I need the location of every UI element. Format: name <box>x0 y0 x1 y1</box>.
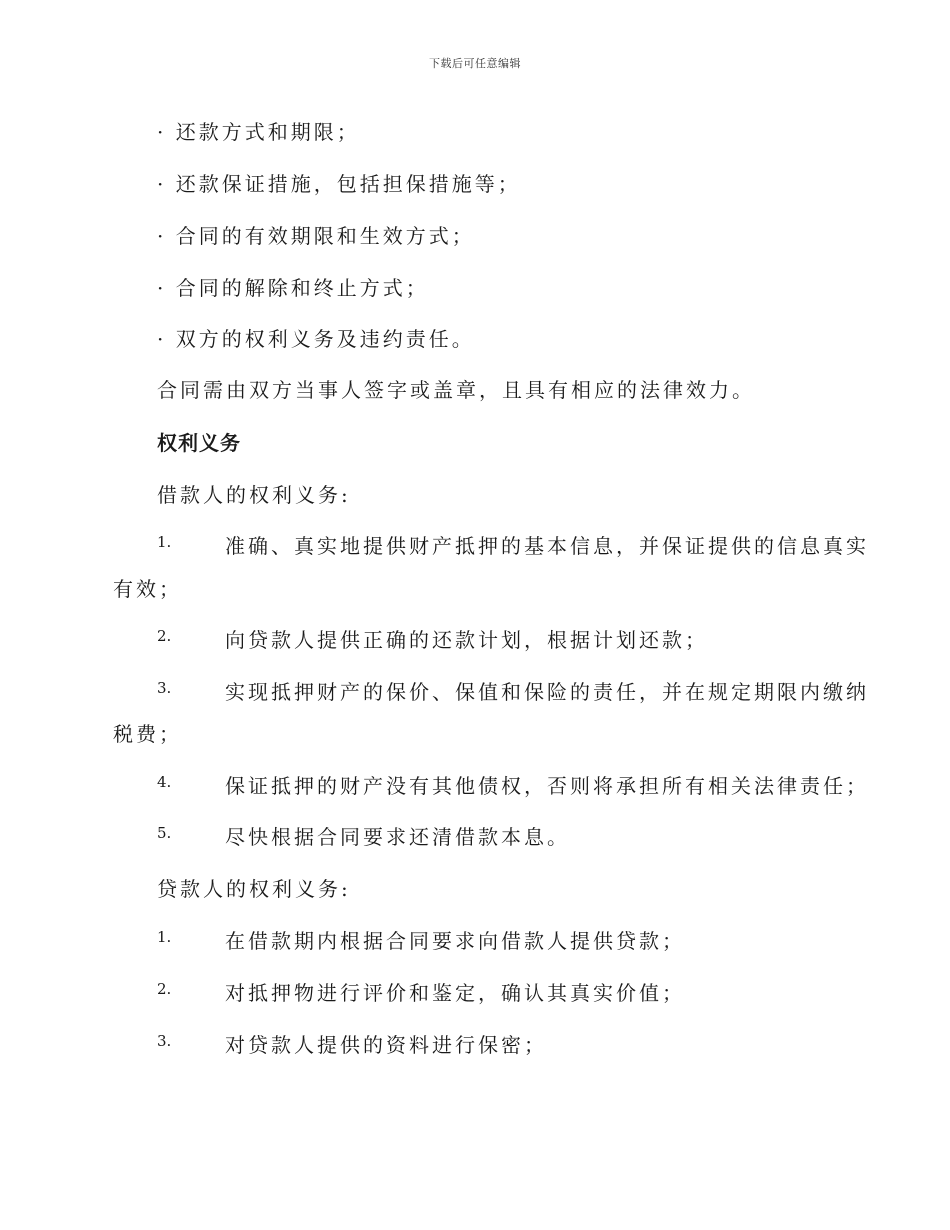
bullet-item: · 合同的有效期限和生效方式； <box>157 224 475 248</box>
borrower-title: 借款人的权利义务: <box>157 483 351 507</box>
list-number: 2. <box>157 980 172 998</box>
bullet-item: · 合同的解除和终止方式； <box>157 276 429 300</box>
list-item-continuation: 税费； <box>113 722 182 746</box>
list-number: 4. <box>157 773 172 791</box>
bullet-item: · 双方的权利义务及违约责任。 <box>157 327 475 351</box>
page-header: 下载后可任意编辑 <box>429 57 521 70</box>
list-number: 5. <box>157 824 172 842</box>
lender-title: 贷款人的权利义务: <box>157 877 351 901</box>
list-number: 2. <box>157 627 172 645</box>
list-item: 尽快根据合同要求还清借款本息。 <box>225 825 570 849</box>
list-item: 向贷款人提供正确的还款计划，根据计划还款； <box>225 628 708 652</box>
list-item: 在借款期内根据合同要求向借款人提供贷款； <box>225 929 685 953</box>
list-number: 3. <box>157 679 172 697</box>
list-number: 3. <box>157 1032 172 1050</box>
list-item: 保证抵押的财产没有其他债权，否则将承担所有相关法律责任； <box>225 774 869 798</box>
list-item: 准确、真实地提供财产抵押的基本信息，并保证提供的信息真实 <box>225 534 869 558</box>
list-number: 1. <box>157 928 172 946</box>
bullet-item: · 还款方式和期限； <box>157 120 360 144</box>
section-title: 权利义务 <box>157 431 241 455</box>
list-item: 实现抵押财产的保价、保值和保险的责任，并在规定期限内缴纳 <box>225 680 869 704</box>
bullet-item: · 还款保证措施，包括担保措施等； <box>157 172 521 196</box>
list-item: 对贷款人提供的资料进行保密； <box>225 1033 547 1057</box>
signing-note: 合同需由双方当事人签字或盖章，且具有相应的法律效力。 <box>157 378 755 402</box>
list-item-continuation: 有效； <box>113 577 182 601</box>
list-item: 对抵押物进行评价和鉴定，确认其真实价值； <box>225 981 685 1005</box>
list-number: 1. <box>157 533 172 551</box>
